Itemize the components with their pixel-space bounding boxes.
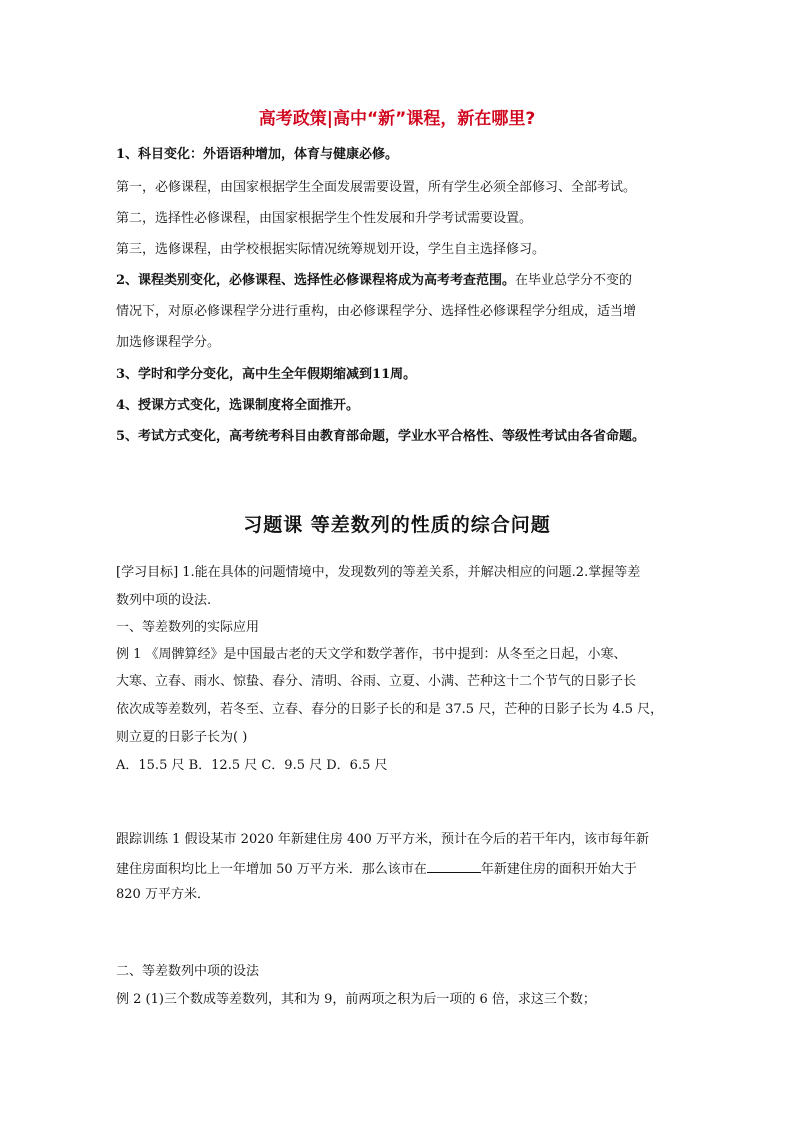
policy-title: 高考政策|高中“新”课程，新在哪里? — [258, 109, 536, 129]
answer-blank — [427, 860, 481, 873]
example1-line2: 大寒、立春、雨水、惊蛰、春分、清明、谷雨、立夏、小满、芒种这十二个节气的日影子长 — [116, 674, 637, 689]
policy-item-1-third: 第三，选修课程，由学校根据实际情况统筹规划开设，学生自主选择修习。 — [116, 242, 546, 257]
policy-item-4: 4、授课方式变化，选课制度将全面推开。 — [116, 398, 360, 413]
policy-item-2 — [116, 273, 632, 289]
lesson-title: 习题课 等差数列的性质的综合问题 — [243, 514, 551, 536]
example2-line1: 例 2 (1)三个数成等差数列，其和为 9，前两项之积为后一项的 6 倍，求这三个数； — [116, 992, 596, 1007]
example1-options: A．15.5 尺 B．12.5 尺 C．9.5 尺 D．6.5 尺 — [116, 758, 388, 773]
example1-line3: 依次成等差数列，若冬至、立春、春分的日影子长的和是 37.5 尺，芒种的日影子长为 4.5 尺， — [116, 702, 664, 717]
policy-item-1: 1、科目变化：外语语种增加，体育与健康必修。 — [116, 147, 399, 162]
learning-goal-line1: [学习目标] 1.能在具体的问题情境中，发现数列的等差关系，并解决相应的问题.2.掌握等差 — [116, 565, 641, 580]
exercise1-line1: 跟踪训练 1 假设某市 2020 年新建住房 400 万平方米，预计在今后的若干年内，该市每年新 — [116, 832, 649, 847]
policy-item-1-first: 第一，必修课程，由国家根据学生全面发展需要设置，所有学生必须全部修习、全部考试。 — [116, 180, 637, 195]
exercise1-line2 — [116, 860, 637, 878]
policy-item-5: 5、考试方式变化，高考统考科目由教育部命题，学业水平合格性、等级性考试由各省命题。 — [116, 429, 646, 444]
policy-item-2-line3: 加选修课程学分。 — [116, 335, 221, 350]
exercise1-line2-a: 建住房面积均比上一年增加 50 万平方米．那么该市在 — [116, 862, 427, 877]
policy-item-1-second: 第二，选择性必修课程，由国家根据学生个性发展和升学考试需要设置。 — [116, 211, 533, 226]
exercise1-line2-b: 年新建住房的面积开始大于 — [480, 862, 637, 877]
policy-item-2-bold: 2、课程类别变化，必修课程、选择性必修课程将成为高考考查范围。 — [116, 273, 516, 288]
part1-heading: 一、等差数列的实际应用 — [116, 620, 260, 635]
policy-item-2-line2: 情况下，对原必修课程学分进行重构，由必修课程学分、选择性必修课程学分组成，适当增 — [116, 304, 637, 319]
example1-line1: 例 1 《周髀算经》是中国最古老的天文学和数学著作，书中提到：从冬至之日起，小寒、 — [116, 647, 627, 662]
policy-item-3: 3、学时和学分变化，高中生全年假期缩减到11周。 — [116, 367, 417, 382]
example1-line4: 则立夏的日影子长为( ) — [116, 730, 248, 745]
learning-goal-line2: 数列中项的设法. — [116, 593, 212, 608]
exercise1-line3: 820 万平方米． — [116, 887, 210, 902]
policy-item-2-rest: 在毕业总学分不变的 — [515, 273, 633, 288]
part2-heading: 二、等差数列中项的设法 — [116, 964, 260, 979]
